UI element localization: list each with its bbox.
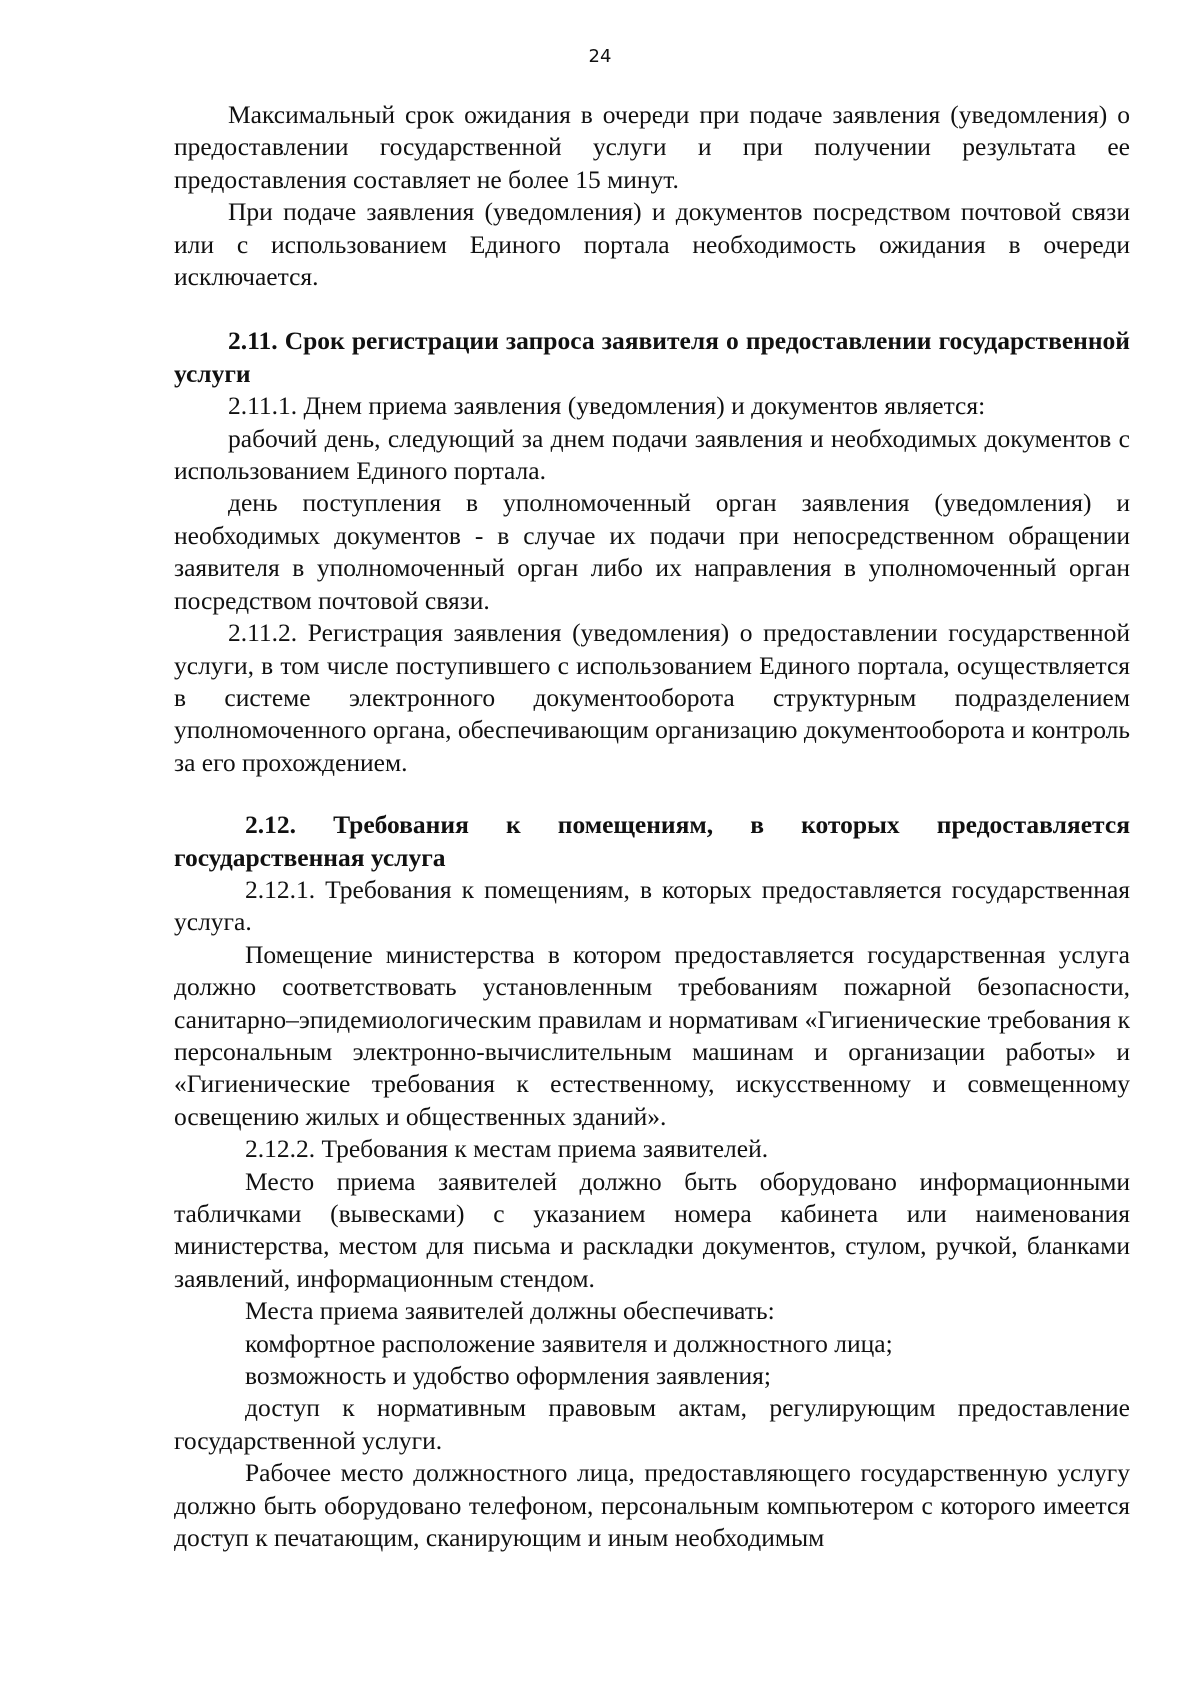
paragraph-working-day: рабочий день, следующий за днем подачи заявления и необходимых документов с использованием Единого портала. [174,423,1130,486]
paragraph-workplace: Рабочее место должностного лица, предоставляющего государственную услугу должно быть оборудовано телефоном, персональным компьютером с которого имеется доступ к печатающим, сканирующим и иным необходимым [174,1458,1130,1553]
paragraph-no-queue-postal: При подаче заявления (уведомления) и документов посредством почтовой связи или с использованием Единого портала необходимость ожидания в очереди исключается. [174,197,1130,292]
paragraph-2-11-2: 2.11.2. Регистрация заявления (уведомления) о предоставлении государственной услуги, в том числе поступившего с использованием Единого портала, осуществляется в системе электронного документооборота структурным подразделением уполномоченного органа, обеспечивающим организацию документооборота и контроль за его прохождением. [174,618,1130,777]
paragraph-receipt-day: день поступления в уполномоченный орган заявления (уведомления) и необходимых документов - в случае их подачи при непосредственном обращении заявителя в уполномоченный орган либо их направления в уполномоченный орган посредством почтовой связи. [174,488,1130,615]
list-item-comfort: комфортное расположение заявителя и должностного лица; [245,1328,893,1358]
paragraph-2-12-1: 2.12.1. Требования к помещениям, в которых предоставляется государственная услуга. [174,874,1130,937]
document-body [174,99,1130,1554]
section-heading-2-11: 2.11. Срок регистрации запроса заявителя о предоставлении государственной услуги [174,326,1130,388]
page-number: 24 [588,46,612,67]
paragraph-premises-requirements: Помещение министерства в котором предоставляется государственная услуга должно соответствовать установленным требованиям пожарной безопасности, санитарно–эпидемиологическим правилам и нормативам «Гигиенические требования к персональным электронно-вычислительным машинам и организации работы» и «Гигиенические требования к естественному, искусственному и совмещенному освещению жилых и общественных зданий». [174,939,1130,1131]
paragraph-reception-place: Место приема заявителей должно быть оборудовано информационными табличками (вывесками) с указанием номера кабинета или наименования министерства, местом для письма и раскладки документов, стулом, ручкой, бланками заявлений, информационным стендом. [174,1166,1130,1293]
paragraph-queue-wait-time: Максимальный срок ожидания в очереди при подаче заявления (уведомления) о предоставлении государственной услуги и при получении результата ее предоставления составляет не более 15 минут. [174,100,1130,194]
list-item-convenience: возможность и удобство оформления заявления; [245,1361,771,1391]
paragraph-reception-must-provide: Места приема заявителей должны обеспечивать: [245,1296,775,1326]
paragraph-2-11-1: 2.11.1. Днем приема заявления (уведомления) и документов является: [228,391,986,421]
list-item-legal-access: доступ к нормативным правовым актам, регулирующим предоставление государственной услуги. [174,1393,1130,1455]
paragraph-2-12-2: 2.12.2. Требования к местам приема заявителей. [245,1134,769,1164]
section-heading-2-12: 2.12. Требования к помещениям, в которых предоставляется государственная услуга [174,810,1130,872]
